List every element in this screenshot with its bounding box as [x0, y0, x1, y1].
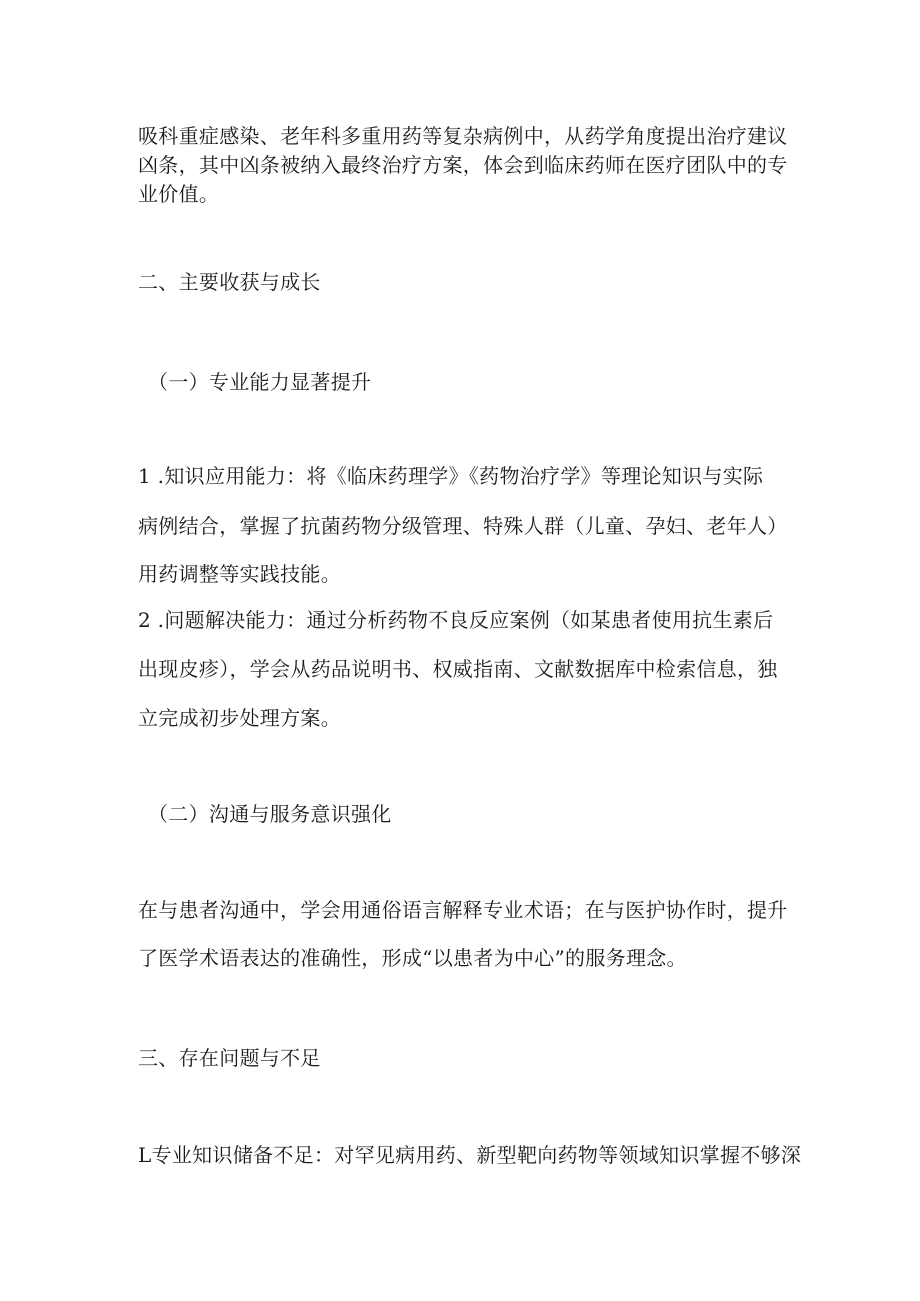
item1-line-2: 病例结合，掌握了抗菌药物分级管理、特殊人群（儿童、孕妇、老年人） — [138, 514, 788, 538]
section3-item1-line-1: L专业知识储备不足：对罕见病用药、新型靶向药物等领域知识掌握不够深 — [138, 1143, 802, 1167]
item1-line-3: 用药调整等实践技能。 — [138, 562, 341, 586]
subsection-heading-2: （二）沟通与服务意识强化 — [148, 802, 392, 826]
item1-line-1: 1 .知识应用能力：将《临床药理学》《药物治疗学》等理论知识与实际 — [138, 464, 764, 488]
intro-line-3: 业价值。 — [138, 182, 220, 206]
section-heading-2: 二、主要收获与成长 — [138, 270, 321, 294]
section-heading-3: 三、存在问题与不足 — [138, 1046, 321, 1070]
item2-line-1: 2 .问题解决能力：通过分析药物不良反应案例（如某患者使用抗生素后 — [138, 608, 774, 632]
item2-line-3: 立完成初步处理方案。 — [138, 706, 341, 730]
intro-line-2: 凶条，其中凶条被纳入最终治疗方案，体会到临床药师在医疗团队中的专 — [138, 153, 788, 177]
item2-line-2: 出现皮疹），学会从药品说明书、权威指南、文献数据库中检索信息，独 — [138, 657, 778, 681]
subsection-heading-1: （一）专业能力显著提升 — [148, 370, 372, 394]
intro-line-1: 吸科重症感染、老年科多重用药等复杂病例中，从药学角度提出治疗建议 — [138, 124, 788, 148]
para-line-2: 了医学术语表达的准确性，形成“以患者为中心”的服务理念。 — [138, 946, 687, 970]
para-line-1: 在与患者沟通中，学会用通俗语言解释专业术语；在与医护协作时，提升 — [138, 898, 788, 922]
